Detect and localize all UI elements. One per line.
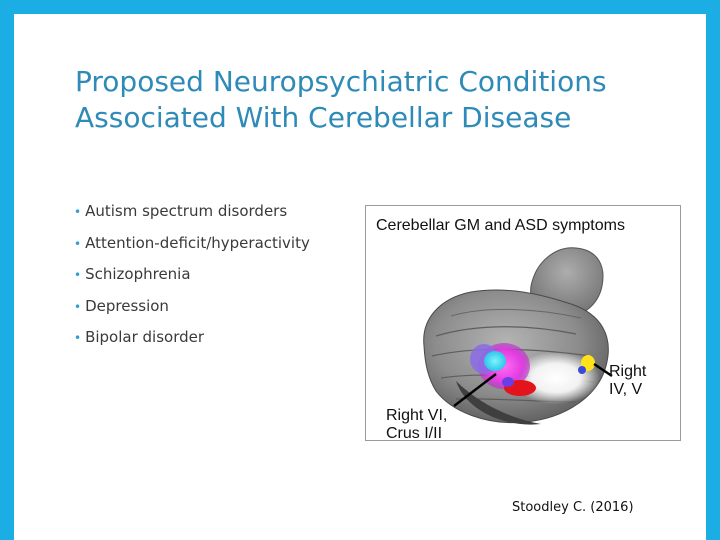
cerebellum-render-image [366,206,680,440]
cerebellum-figure [365,205,681,441]
bullet-list [74,200,310,358]
slide-title [75,64,695,136]
slide [14,14,706,540]
figure-label-line: IV, V [609,381,643,398]
bullet-dot-icon: • [74,205,82,219]
figure-label-line: Crus I/II [386,425,443,441]
figure-label-right-vi-crus [386,407,447,441]
slide-title-line-2: Associated With Cerebellar Disease [75,101,572,134]
bullet-item [74,263,310,295]
bullet-text: Bipolar disorder [85,328,205,346]
figure-label-line: Right [609,363,647,380]
bullet-text: Autism spectrum disorders [85,202,288,220]
bullet-item [74,232,310,264]
bullet-dot-icon: • [74,268,82,282]
bullet-item [74,295,310,327]
bullet-dot-icon: • [74,299,82,314]
figure-title: Cerebellar GM and ASD symptoms [376,217,625,234]
figure-label-line: Right VI, [386,407,448,424]
bullet-item [74,200,310,232]
slide-title-line-1: Proposed Neuropsychiatric Conditions [75,65,607,98]
figure-label-right-iv-v [609,363,646,399]
bullet-dot-icon: • [74,236,82,251]
bullet-dot-icon: • [74,331,82,345]
bullet-text: Schizophrenia [85,265,191,283]
citation: Stoodley C. (2016) [512,500,634,515]
bullet-text: Depression [85,296,169,315]
bullet-text: Attention-deficit/hyperactivity [85,233,310,252]
bullet-item [74,326,310,358]
